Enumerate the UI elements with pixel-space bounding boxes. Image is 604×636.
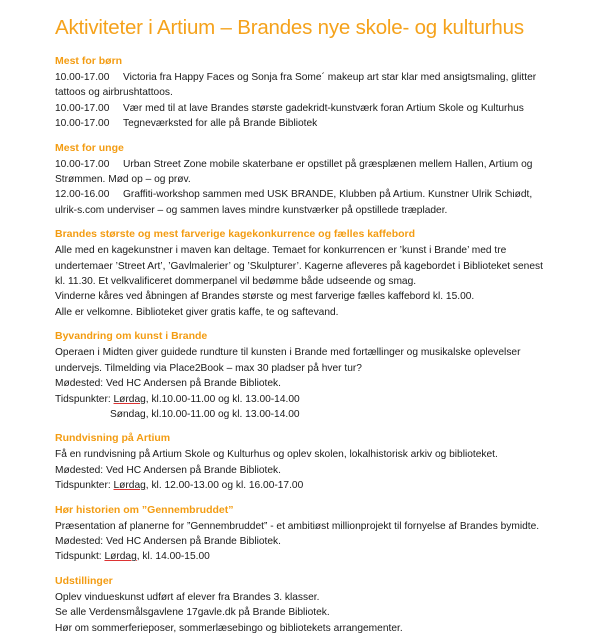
page-title: Aktiviteter i Artium – Brandes nye skole- og kulturhus bbox=[55, 16, 524, 39]
times-value: , kl. 14.00-15.00 bbox=[136, 551, 210, 563]
meeting-place: Mødested: Ved HC Andersen på Brande Bibliotek. bbox=[55, 378, 281, 390]
section-heading: Brandes største og mest farverige kagekonkurrence og fælles kaffebord bbox=[55, 228, 416, 241]
time-label: 10.00-17.00 bbox=[55, 118, 110, 130]
times-line bbox=[55, 392, 555, 407]
paragraph: Alle med en kagekunstner i maven kan deltage. Temaet for konkurrencen er ’kunst i Brande’ med tre undertemaer ’Street Art’, ’Gavlmalerier’ og ’Skulpturer’. Kagerne afleveres på kagebordet i Biblioteket senest kl. 11.30. Et velkvalificeret dommerpanel vil bedømme både udseende og smag. bbox=[55, 245, 543, 288]
paragraph: Hør om sommerferieposer, sommerlæsebingo og bibliotekets arrangementer. bbox=[55, 622, 403, 634]
paragraph: Præsentation af planerne for ”Gennembruddet” - et ambitiøst millionprojekt til fornyelse af Brandes bymidte. bbox=[55, 520, 540, 532]
times-label: Tidspunkt: bbox=[55, 551, 105, 563]
section-born bbox=[55, 54, 604, 132]
list-item bbox=[55, 116, 555, 131]
section-heading: Mest for børn bbox=[55, 55, 123, 67]
time-label: 10.00-17.00 bbox=[55, 72, 110, 83]
activity-text: Urban Street Zone mobile skaterbane er opstillet på græsplænen mellem Hallen, Artium og Strømmen. Mød op – og prøv. bbox=[55, 158, 533, 186]
activity-text: Vær med til at lave Brandes største gadekridt-kunstværk foran Artium Skole og Kulturhus bbox=[123, 102, 524, 114]
paragraph: Se alle Verdensmålsgavlene 17gavle.dk på Brande Bibliotek. bbox=[55, 607, 330, 619]
times-line bbox=[55, 549, 555, 564]
paragraph: Vinderne kåres ved åbningen af Brandes største og mest farverige fælles kaffebord kl. 15.00. bbox=[55, 291, 475, 303]
section-kage bbox=[55, 227, 604, 320]
activity-text: Graffiti-workshop sammen med USK BRANDE, Klubben på Artium. Kunstner Ulrik Schiødt, ulrik-s.com underviser – og sammen laves mindre kunstværker på opstillede træplader. bbox=[55, 189, 533, 216]
times-line bbox=[55, 478, 555, 493]
paragraph: Operaen i Midten giver guidede rundture til kunsten i Brande med fortællinger og musikalske oplevelser undervejs. Tilmelding via Place2Book – max 30 pladser på hver tur? bbox=[55, 347, 521, 374]
section-heading: Udstillinger bbox=[55, 574, 113, 587]
activity-text: Victoria fra Happy Faces og Sonja fra Some´ makeup art star klar med ansigtsmaling, glitter tattoos og airbrushtattoos. bbox=[55, 72, 537, 99]
section-heading: Mest for unge bbox=[55, 141, 124, 154]
day-label: Lørdag bbox=[104, 551, 137, 563]
paragraph: Oplev vindueskunst udført af elever fra Brandes 3. klasser. bbox=[55, 591, 320, 603]
paragraph: Alle er velkomne. Biblioteket giver gratis kaffe, te og saftevand. bbox=[55, 306, 339, 318]
time-label: 10.00-17.00 bbox=[55, 102, 110, 114]
meeting-place: Mødested: Ved HC Andersen på Brande Bibliotek. bbox=[55, 464, 281, 476]
meeting-place: Mødested: Ved HC Andersen på Brande Bibliotek. bbox=[55, 535, 281, 547]
section-heading: Rundvisning på Artium bbox=[55, 432, 171, 445]
times-label: Tidspunkter: bbox=[55, 393, 114, 405]
section-udstillinger bbox=[55, 574, 604, 636]
times-label: Tidspunkter: bbox=[55, 480, 114, 492]
list-item bbox=[55, 187, 555, 218]
paragraph: Få en rundvisning på Artium Skole og Kulturhus og oplev skolen, lokalhistorisk arkiv og biblioteket. bbox=[55, 449, 498, 461]
section-byvandring bbox=[55, 329, 604, 422]
times-line bbox=[55, 407, 604, 422]
list-item bbox=[55, 70, 555, 101]
time-label: 12.00-16.00 bbox=[55, 189, 110, 201]
section-heading: Hør historien om ”Gennembruddet” bbox=[55, 503, 234, 516]
times-value: , kl.10.00-11.00 og kl. 13.00-14.00 bbox=[145, 393, 300, 405]
activity-text: Tegneværksted for alle på Brande Bibliotek bbox=[123, 118, 318, 130]
day-label: Søndag bbox=[110, 408, 146, 420]
section-heading: Byvandring om kunst i Brande bbox=[55, 330, 208, 343]
section-historien bbox=[55, 503, 604, 565]
section-unge bbox=[55, 141, 604, 219]
day-label: Lørdag bbox=[113, 393, 146, 405]
day-label: Lørdag bbox=[113, 480, 146, 492]
list-item bbox=[55, 101, 555, 116]
time-label: 10.00-17.00 bbox=[55, 158, 110, 170]
times-value: , kl. 12.00-13.00 og kl. 16.00-17.00 bbox=[145, 480, 304, 492]
times-value: , kl.10.00-11.00 og kl. 13.00-14.00 bbox=[145, 408, 300, 420]
section-rundvisning bbox=[55, 431, 604, 493]
list-item bbox=[55, 157, 555, 188]
